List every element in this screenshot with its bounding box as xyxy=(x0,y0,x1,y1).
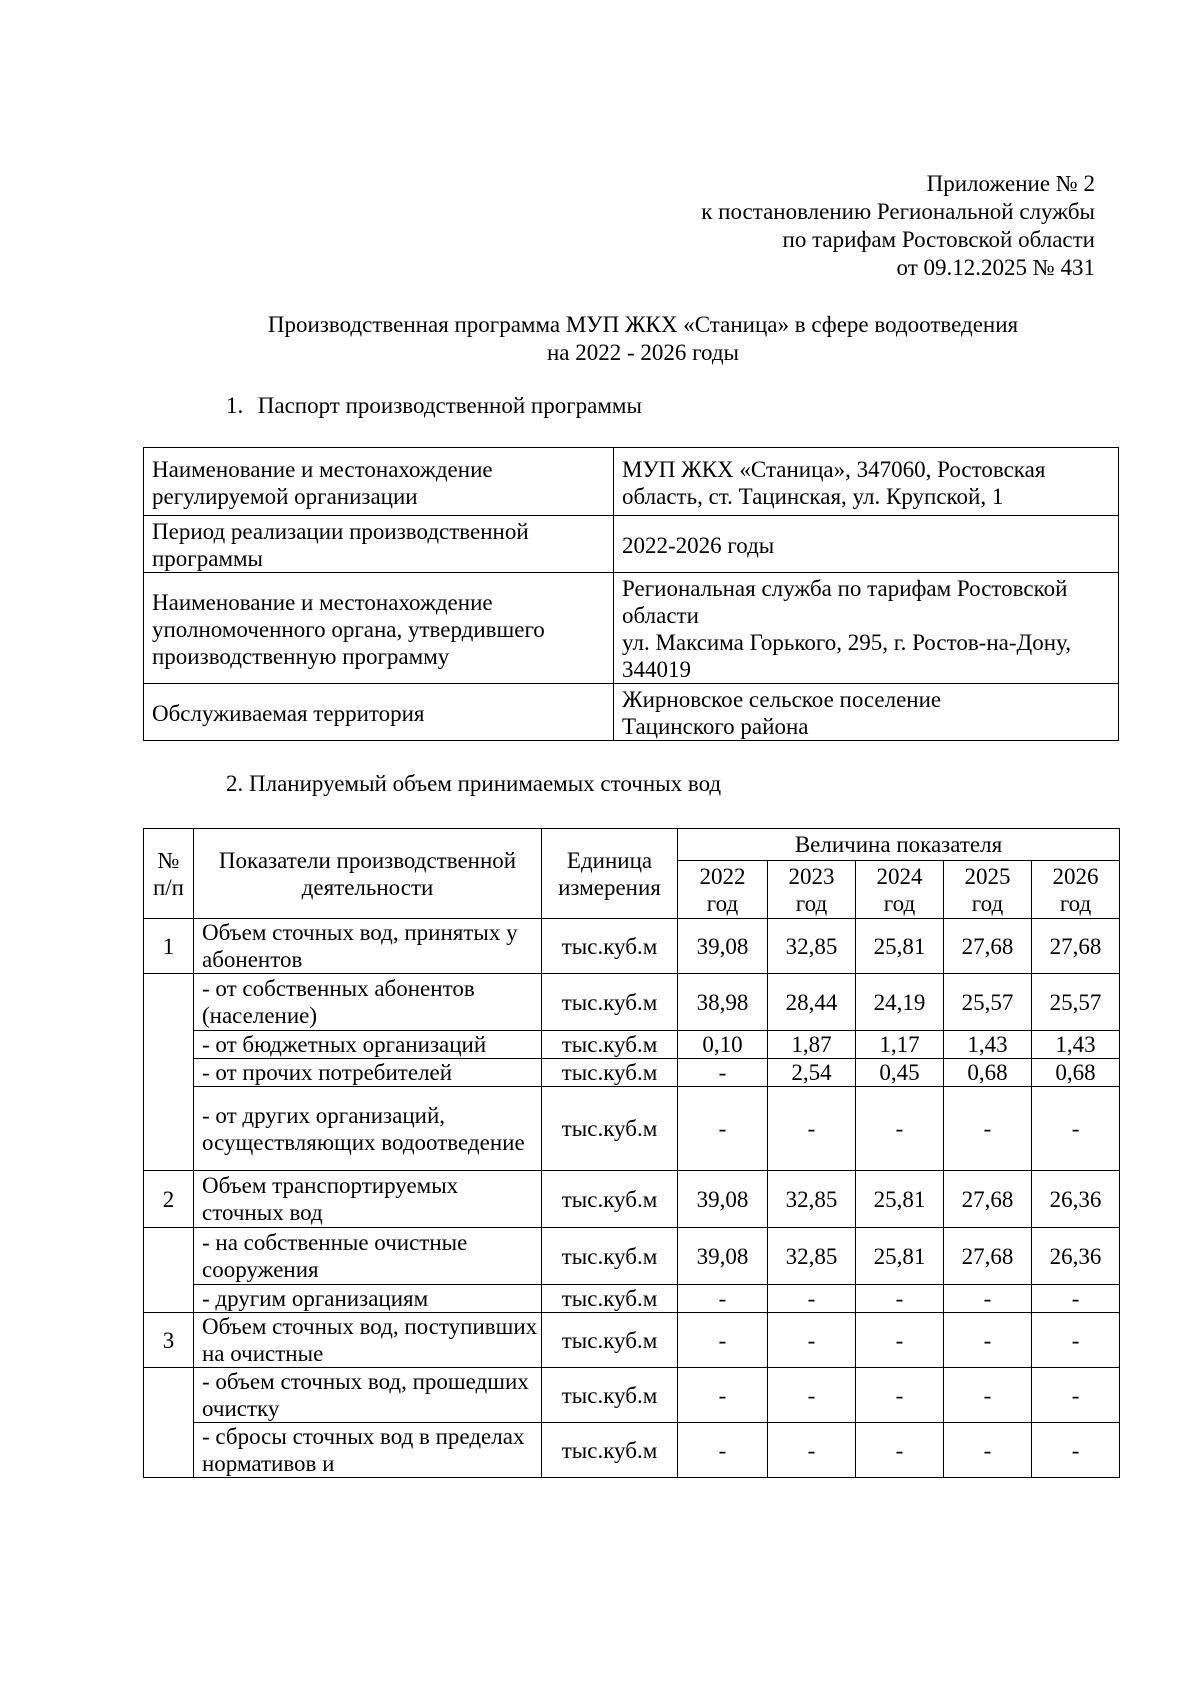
title-line: на 2022 - 2026 годы xyxy=(546,340,740,365)
row-name: - от других организаций, осуществляющих водоотведение xyxy=(194,1087,542,1171)
row-value: - xyxy=(768,1368,856,1423)
row-num xyxy=(144,1228,194,1313)
header-value-group: Величина показателя xyxy=(678,829,1120,861)
section-2-heading xyxy=(226,770,721,798)
row-value: 1,43 xyxy=(944,1031,1032,1059)
appendix-line: по тарифам Ростовской области xyxy=(782,227,1095,252)
row-name: - от бюджетных организаций xyxy=(194,1031,542,1059)
row-value: - xyxy=(944,1423,1032,1478)
row-value: - xyxy=(856,1313,944,1368)
row-name: - от прочих потребителей xyxy=(194,1059,542,1087)
header-year xyxy=(768,861,856,919)
row-value: - xyxy=(678,1059,768,1087)
passport-value xyxy=(614,573,1119,684)
document-title xyxy=(143,311,1143,367)
passport-value-line: ул. Максима Горького, 295, г. Ростов-на-Дону, 344019 xyxy=(622,630,1071,682)
table-row xyxy=(144,1228,1120,1285)
passport-value-line: Тацинского района xyxy=(622,714,809,739)
row-value: 26,36 xyxy=(1032,1171,1120,1228)
row-num xyxy=(144,1368,194,1478)
section-title: 2. Планируемый объем принимаемых сточных вод xyxy=(226,771,722,796)
row-value: 1,87 xyxy=(768,1031,856,1059)
appendix-line: к постановлению Региональной службы xyxy=(701,199,1095,224)
row-value: - xyxy=(856,1368,944,1423)
row-value: - xyxy=(678,1368,768,1423)
row-name: - другим организациям xyxy=(194,1285,542,1313)
header-year xyxy=(944,861,1032,919)
passport-key: Наименование и местонахождение регулируемой организации xyxy=(144,448,614,516)
year-suffix: год xyxy=(1059,890,1092,916)
passport-value xyxy=(614,684,1119,741)
year-number: 2023 xyxy=(788,863,835,889)
row-value: 1,17 xyxy=(856,1031,944,1059)
year-number: 2022 xyxy=(699,863,746,889)
section-title: Паспорт производственной программы xyxy=(257,393,642,418)
table-row xyxy=(144,919,1120,974)
passport-value: МУП ЖКХ «Станица», 347060, Ростовская область, ст. Тацинская, ул. Крупской, 1 xyxy=(614,448,1119,516)
year-suffix: год xyxy=(971,890,1004,916)
row-value: - xyxy=(768,1313,856,1368)
row-unit: тыс.куб.м xyxy=(542,1285,678,1313)
row-value: - xyxy=(1032,1313,1120,1368)
table-row xyxy=(144,1423,1120,1478)
row-value: - xyxy=(856,1285,944,1313)
header-unit: Единица измерения xyxy=(542,829,678,919)
row-unit: тыс.куб.м xyxy=(542,1423,678,1478)
row-value: - xyxy=(1032,1368,1120,1423)
row-value: 27,68 xyxy=(944,919,1032,974)
row-value: 26,36 xyxy=(1032,1228,1120,1285)
table-row xyxy=(144,1368,1120,1423)
row-value: - xyxy=(768,1087,856,1171)
row-name: - объем сточных вод, прошедших очистку xyxy=(194,1368,542,1423)
row-value: - xyxy=(944,1087,1032,1171)
row-value: - xyxy=(1032,1087,1120,1171)
row-value: 32,85 xyxy=(768,1228,856,1285)
table-row xyxy=(144,974,1120,1031)
table-row xyxy=(144,573,1119,684)
row-value: 25,57 xyxy=(1032,974,1120,1031)
row-unit: тыс.куб.м xyxy=(542,1171,678,1228)
row-value: 32,85 xyxy=(768,1171,856,1228)
row-value: - xyxy=(678,1285,768,1313)
section-1-heading xyxy=(226,392,642,420)
row-value: 2,54 xyxy=(768,1059,856,1087)
section-number: 1. xyxy=(226,393,244,418)
passport-value-line: Жирновское сельское поселение xyxy=(622,687,942,712)
row-value: 0,68 xyxy=(944,1059,1032,1087)
row-unit: тыс.куб.м xyxy=(542,1031,678,1059)
year-number: 2026 xyxy=(1052,863,1099,889)
table-row xyxy=(144,1171,1120,1228)
row-value: 1,43 xyxy=(1032,1031,1120,1059)
row-value: - xyxy=(678,1313,768,1368)
year-suffix: год xyxy=(795,890,828,916)
row-num: 2 xyxy=(144,1171,194,1228)
row-unit: тыс.куб.м xyxy=(542,919,678,974)
row-value: 0,10 xyxy=(678,1031,768,1059)
header-indicator: Показатели производственной деятельности xyxy=(194,829,542,919)
year-number: 2024 xyxy=(876,863,923,889)
table-row xyxy=(144,1031,1120,1059)
row-value: 25,57 xyxy=(944,974,1032,1031)
row-value: - xyxy=(944,1313,1032,1368)
passport-key: Наименование и местонахождение уполномоченного органа, утвердившего производственную программу xyxy=(144,573,614,684)
header-year xyxy=(856,861,944,919)
row-value: 0,45 xyxy=(856,1059,944,1087)
year-number: 2025 xyxy=(964,863,1011,889)
appendix-line: Приложение № 2 xyxy=(926,171,1095,196)
row-unit: тыс.куб.м xyxy=(542,974,678,1031)
appendix-line: от 09.12.2025 № 431 xyxy=(896,255,1095,280)
table-row xyxy=(144,1059,1120,1087)
header-year xyxy=(1032,861,1120,919)
row-unit: тыс.куб.м xyxy=(542,1313,678,1368)
row-value: 39,08 xyxy=(678,1228,768,1285)
row-name: Объем сточных вод, принятых у абонентов xyxy=(194,919,542,974)
row-value: - xyxy=(1032,1423,1120,1478)
table-row xyxy=(144,684,1119,741)
row-num: 3 xyxy=(144,1313,194,1368)
row-value: - xyxy=(768,1285,856,1313)
passport-key: Период реализации производственной программы xyxy=(144,516,614,573)
row-value: 25,81 xyxy=(856,1228,944,1285)
row-value: - xyxy=(856,1423,944,1478)
row-value: - xyxy=(944,1368,1032,1423)
row-num: 1 xyxy=(144,919,194,974)
row-value: 27,68 xyxy=(944,1171,1032,1228)
passport-table xyxy=(143,447,1119,741)
row-value: - xyxy=(1032,1285,1120,1313)
row-value: - xyxy=(678,1423,768,1478)
passport-value-line: Региональная служба по тарифам Ростовской области xyxy=(622,576,1068,628)
row-value: 25,81 xyxy=(856,1171,944,1228)
row-name: Объем сточных вод, поступивших на очистные xyxy=(194,1313,542,1368)
appendix-block xyxy=(395,170,1095,282)
passport-key: Обслуживаемая территория xyxy=(144,684,614,741)
passport-value: 2022-2026 годы xyxy=(614,516,1119,573)
row-value: - xyxy=(856,1087,944,1171)
table-row xyxy=(144,1087,1120,1171)
row-value: 28,44 xyxy=(768,974,856,1031)
row-name: Объем транспортируемых сточных вод xyxy=(194,1171,542,1228)
header-year xyxy=(678,861,768,919)
title-line: Производственная программа МУП ЖКХ «Станица» в сфере водоотведения xyxy=(267,312,1019,337)
row-name: - сбросы сточных вод в пределах нормативов и xyxy=(194,1423,542,1478)
year-suffix: год xyxy=(883,890,916,916)
volume-table xyxy=(143,828,1120,1478)
row-name: - на собственные очистные сооружения xyxy=(194,1228,542,1285)
row-value: 27,68 xyxy=(1032,919,1120,974)
row-unit: тыс.куб.м xyxy=(542,1059,678,1087)
table-header-row xyxy=(144,829,1120,861)
row-name: - от собственных абонентов (население) xyxy=(194,974,542,1031)
row-value: - xyxy=(678,1087,768,1171)
row-value: 27,68 xyxy=(944,1228,1032,1285)
header-num: № п/п xyxy=(144,829,194,919)
row-num xyxy=(144,974,194,1171)
row-value: - xyxy=(768,1423,856,1478)
year-suffix: год xyxy=(706,890,739,916)
table-row xyxy=(144,1313,1120,1368)
row-unit: тыс.куб.м xyxy=(542,1228,678,1285)
row-value: 38,98 xyxy=(678,974,768,1031)
row-value: 32,85 xyxy=(768,919,856,974)
row-value: 0,68 xyxy=(1032,1059,1120,1087)
row-value: 25,81 xyxy=(856,919,944,974)
table-row xyxy=(144,1285,1120,1313)
table-row xyxy=(144,516,1119,573)
table-row xyxy=(144,448,1119,516)
row-value: - xyxy=(944,1285,1032,1313)
row-unit: тыс.куб.м xyxy=(542,1368,678,1423)
row-value: 39,08 xyxy=(678,919,768,974)
row-unit: тыс.куб.м xyxy=(542,1087,678,1171)
row-value: 39,08 xyxy=(678,1171,768,1228)
row-value: 24,19 xyxy=(856,974,944,1031)
